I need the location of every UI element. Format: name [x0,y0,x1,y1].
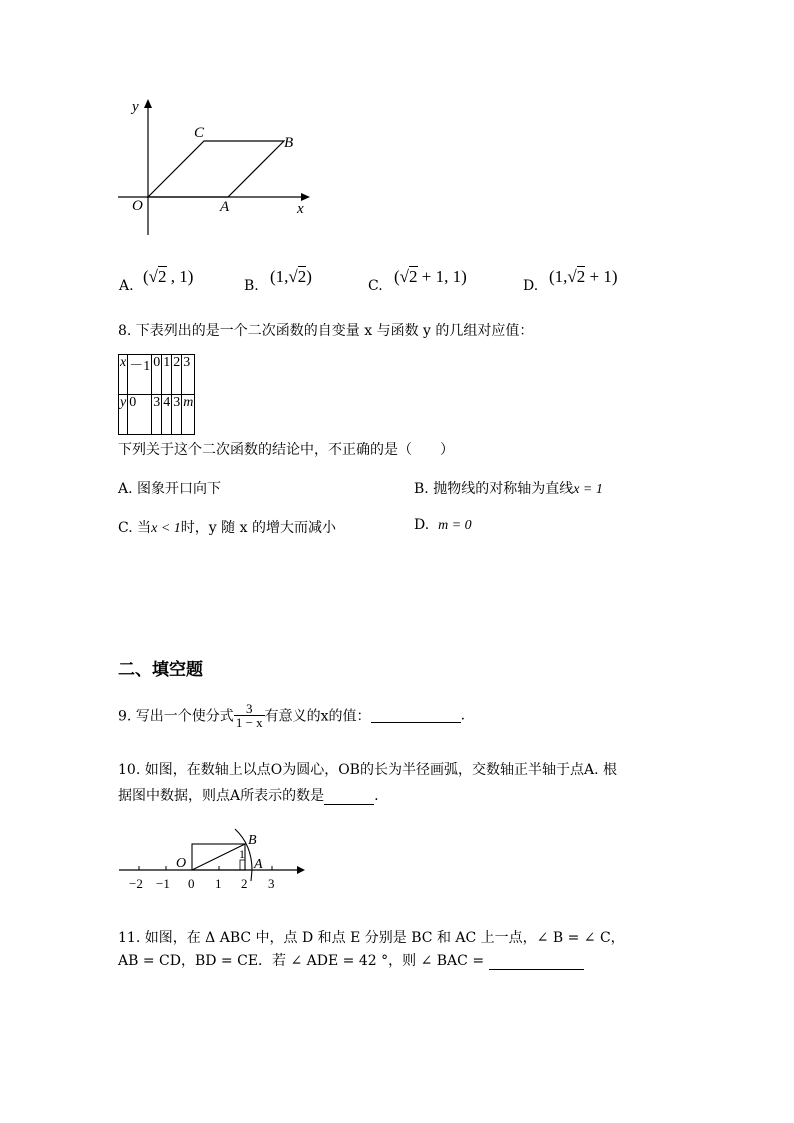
option-a[interactable]: A. (√2 , 1) [119,267,194,294]
option-letter: A. [119,278,134,294]
table-cell: 3 [182,355,195,395]
right-angle-mark [240,860,245,870]
tick-label: 0 [188,876,195,891]
label-c: C [194,125,205,141]
label-o: O [176,856,187,871]
tick-label: 2 [241,876,248,891]
q10-line2: 据图中数据，则点A所表示的数是 . [118,788,379,804]
parallelogram [148,141,284,197]
tick-label: −2 [129,876,143,891]
label-b: B [284,135,294,151]
table-cell: y [119,395,128,435]
sqrt-icon: √ [567,267,577,286]
label-y: y [132,99,139,115]
table-cell: 0 [128,395,152,435]
section-heading: 二、填空题 [118,660,203,680]
q8-question: 下列关于这个二次函数的结论中，不正确的是（ ） [118,442,454,458]
table-cell: x [119,355,128,395]
number-line-arrow [297,866,305,874]
label-1: 1 [239,847,245,861]
table-cell: 0 [152,355,162,395]
answer-blank[interactable] [371,708,461,723]
table-cell: －1 [128,355,152,395]
q8-stem: 8. 下表列出的是一个二次函数的自变量 x 与函数 y 的几组对应值： [118,323,534,339]
q11-line1: 11. 如图，在 Δ ABC 中，点 D 和点 E 分别是 BC 和 AC 上一点，∠ B = ∠ C， [118,930,625,946]
sqrt-icon: √ [399,267,410,286]
tick-label: 1 [215,876,222,891]
answer-blank[interactable] [324,790,374,805]
q9: 9. 写出一个使分式 $\frac{3}{1 - x}$ 有意义的x的值： . [118,701,466,730]
fraction: $\frac{3}{1 - x}$ [235,701,263,730]
q8-option-b[interactable]: B. 抛物线的对称轴为直线x = 1 [414,481,603,497]
x-axis-arrow [301,193,310,201]
value-table [118,354,195,435]
tick-label: 3 [268,876,275,891]
option-c[interactable]: C. (√2 + 1, 1) [368,267,467,294]
tick-label: −1 [156,876,170,891]
y-axis-arrow [144,99,152,108]
option-letter: C. [368,278,383,294]
table-cell: m [182,395,195,435]
number-line-figure [115,825,315,893]
sqrt-icon: √ [148,267,159,286]
option-letter: D. [523,278,539,294]
answer-blank[interactable] [489,955,584,970]
label-a: A [220,199,230,215]
table-cell: 1 [162,355,172,395]
label-a: A [254,857,263,872]
table-cell: 4 [162,395,172,435]
section-title [118,655,203,680]
table-row [119,395,195,435]
parallelogram-figure [110,95,320,245]
option-d[interactable]: D. (1,√2 + 1) [523,267,618,294]
q8-option-a[interactable]: A. 图象开口向下 [118,481,222,497]
q8-option-c[interactable]: C. 当x < 1时，y 随 x 的增大而减小 [118,520,336,536]
option-b[interactable]: B. (1,√2) [244,267,312,294]
table-cell: 3 [172,395,182,435]
q11-line2: AB = CD，BD = CE．若 ∠ ADE = 42 °，则 ∠ BAC = [118,950,584,970]
q8-option-d[interactable]: D. m = 0 [414,517,472,533]
q10-line1: 10. 如图，在数轴上以点O为圆心，OB的长为半径画弧，交数轴正半轴于点A. 根 [118,762,617,778]
option-letter: B. [244,278,259,294]
sqrt-icon: √ [288,267,298,286]
table-row [119,355,195,395]
label-o: O [132,198,143,214]
table-cell: 2 [172,355,182,395]
label-x: x [297,201,304,217]
table-cell: 3 [152,395,162,435]
label-b: B [248,833,257,848]
